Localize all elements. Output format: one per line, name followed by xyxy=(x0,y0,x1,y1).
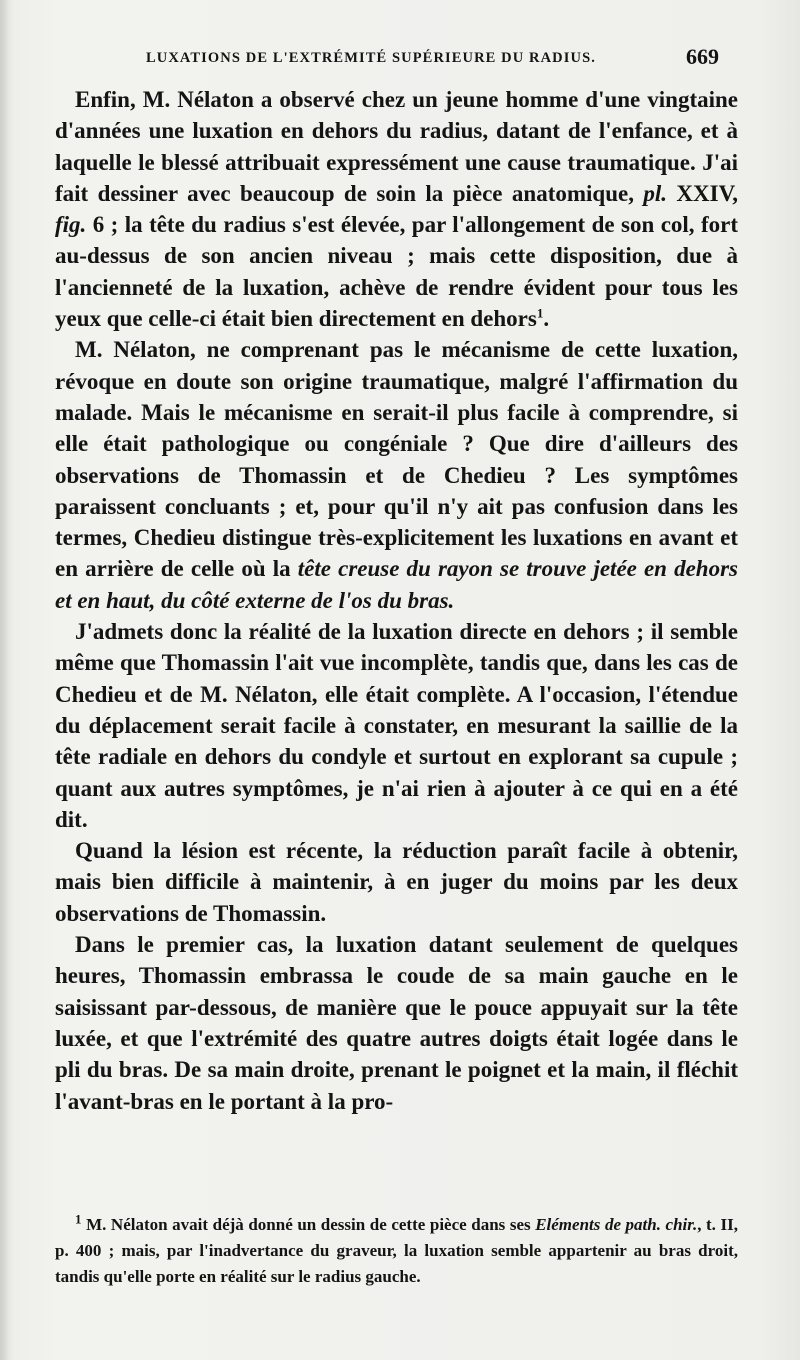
paragraph xyxy=(55,334,738,616)
footnote-marker: 1 xyxy=(536,305,544,321)
running-title: LUXATIONS DE L'EXTRÉMITÉ SUPÉRIEURE DU RADIUS. xyxy=(146,50,596,66)
page-header xyxy=(0,42,800,76)
paragraph xyxy=(55,616,738,835)
page-number: 669 xyxy=(686,44,719,69)
italic-text: tête creuse du rayon se trouve jetée en dehors et en haut, du côté externe de l'os du bras. xyxy=(55,556,738,613)
paragraph xyxy=(55,835,738,929)
page-gutter-shadow xyxy=(0,0,8,1360)
text-run: M. Nélaton avait déjà donné un dessin de cette pièce dans ses xyxy=(81,1215,536,1234)
text-run: Dans le premier cas, la luxation datant seulement de quelques heures, Thomassin embrassa le coude de sa main gauche en le saisissant par-dessous, de manière que le pouce appuyait sur la tête luxée, et que l'extrémité des quatre autres doigts était logée dans le pli du bras. De sa main droite, prenant le poignet et la main, il fléchit l'avant-bras en le portant à la pro- xyxy=(55,932,738,1114)
text-run: XXIV, xyxy=(667,180,738,206)
text-run: Quand la lésion est récente, la réduction paraît facile à obtenir, mais bien difficile à maintenir, à en juger du moins par les deux observations de Thomassin. xyxy=(55,838,738,926)
text-run: M. Nélaton, ne comprenant pas le mécanisme de cette luxation, révoque en doute son origine traumatique, malgré l'affirmation du malade. Mais le mécanisme en serait-il plus facile à comprendre, si elle était pathologique ou congéniale ? Que dire d'ailleurs des observations de Thomassin et de Chedieu ? Les symptômes paraissent concluants ; et, pour qu'il n'y ait pas confusion dans les termes, Chedieu distingue très-explicitement les luxations en avant et en arrière de celle où la xyxy=(55,337,738,582)
text-run: , t. II, p. 400 ; mais, par l'inadvertance du graveur, la luxation semble appartenir au bras droit, tandis qu'elle porte en réalité sur le radius gauche. xyxy=(55,1215,738,1286)
text-run: . xyxy=(543,306,550,332)
footnotes xyxy=(55,1212,738,1290)
text-run: 6 ; la tête du radius s'est élevée, par l'allongement de son col, fort au-dessus de son ancien niveau ; mais cette disposition, due à l'ancienneté de la luxation, achève de rendre évident pour tous les yeux que celle-ci était bien directement en dehors xyxy=(55,212,738,332)
paragraph xyxy=(55,84,738,334)
body-text xyxy=(55,84,738,1117)
text-run: J'admets donc la réalité de la luxation directe en dehors ; il semble même que Thomassin l'ait vue incomplète, tandis que, dans les cas de Chedieu et de M. Nélaton, elle était complète. A l'occasion, l'étendue du déplacement serait facile à constater, en mesurant la saillie de la tête radiale en dehors du condyle et surtout en explorant sa cupule ; quant aux autres symptômes, je n'ai rien à ajouter à ce qui en a été dit. xyxy=(55,619,738,832)
paragraph xyxy=(55,929,738,1117)
text-run: Enfin, M. Nélaton a observé chez un jeune homme d'une vingtaine d'années une luxation en dehors du radius, datant de l'enfance, et à laquelle le blessé attribuait expressément une cause traumatique. J'ai fait dessiner avec beaucoup de soin la pièce anatomique, xyxy=(55,87,738,206)
footnote-marker: 1 xyxy=(75,1211,82,1227)
footnote xyxy=(55,1212,738,1290)
italic-text: Eléments de path. chir. xyxy=(535,1215,698,1234)
italic-text: pl. xyxy=(643,180,668,206)
italic-text: fig. xyxy=(55,212,87,238)
